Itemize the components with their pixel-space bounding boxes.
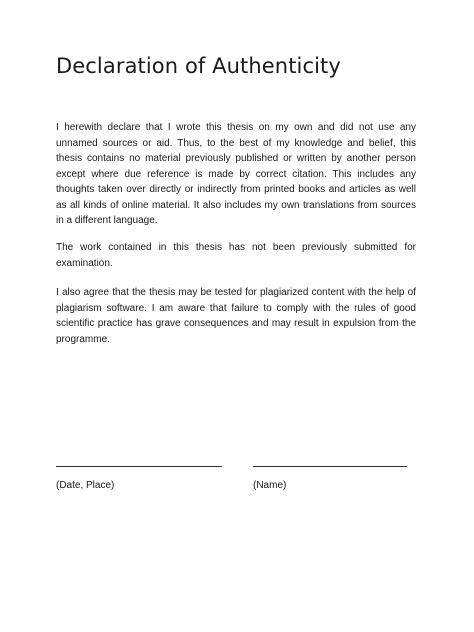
signature-line-date-place xyxy=(56,466,222,467)
declaration-paragraph-plagiarism: I also agree that the thesis may be tested for plagiarized content with the help of plagiarism software. I am aware that failure to comply with the rules of good scientific practice has grave consequences and may result in expulsion from the programme. xyxy=(56,287,416,345)
declaration-paragraph-originality: I herewith declare that I wrote this thesis on my own and did not use any unnamed sources or aid. Thus, to the best of my knowledge and belief, this thesis contains no material previously published or written by another person except where due reference is made by correct citation. This includes any thoughts taken over directly or indirectly from printed books and articles as well as all kinds of online material. It also includes my own translations from sources in a different language. xyxy=(56,122,416,226)
signature-block-name xyxy=(253,466,407,493)
page-title: Declaration of Authenticity xyxy=(56,54,341,78)
signature-label-date-place: (Date, Place) xyxy=(56,480,115,491)
signature-label-name: (Name) xyxy=(253,480,287,491)
signature-block-date-place xyxy=(56,466,222,493)
signature-line-name xyxy=(253,466,407,467)
declaration-paragraph-not-submitted: The work contained in this thesis has not been previously submitted for examination. xyxy=(56,242,416,269)
